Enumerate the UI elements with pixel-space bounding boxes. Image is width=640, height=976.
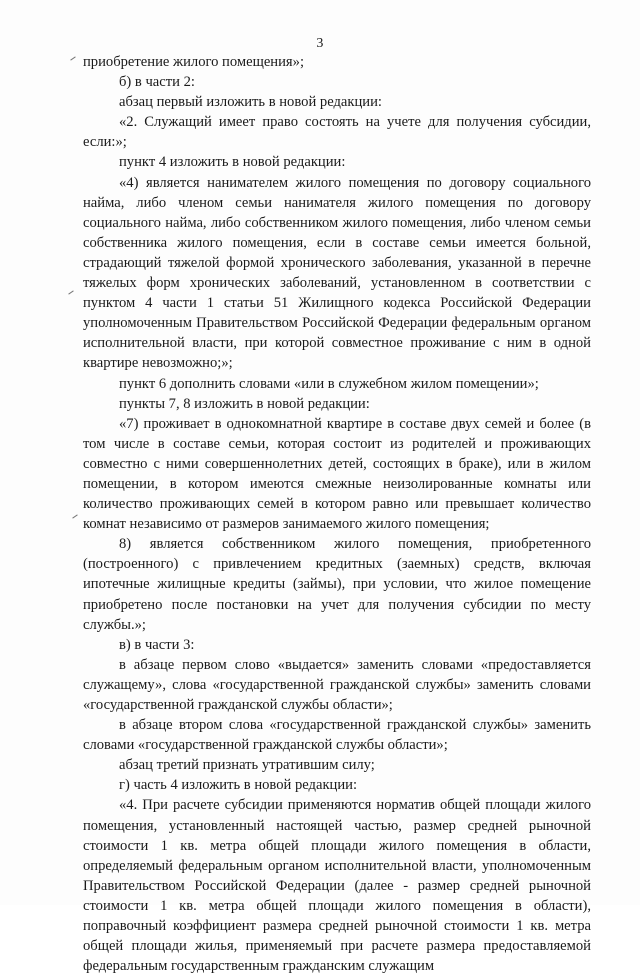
paragraph: б) в части 2: (119, 74, 195, 91)
paragraph: приобретение жилого помещения»; (83, 54, 304, 70)
paragraph: пункт 4 изложить в новой редакции: (119, 154, 346, 171)
paragraph: «2. Служащий имеет право состоять на учете для получения субсидии, если:»; (83, 114, 591, 151)
paragraph: абзац первый изложить в новой редакции: (119, 94, 382, 111)
paragraph: в абзаце первом слово «выдается» заменить словами «предоставляется служащему», слова «государственной гражданской службы» заменить словами «государственной гражданской службы области»; (83, 656, 591, 713)
paragraph: 8) является собственником жилого помещения, приобретенного (построенного) с привлечением кредитных (заемных) средств, включая ипотечные жилищные кредиты (займы), при условии, что жилое помещение приобретено после постановки на учет для получения субсидии по месту службы.»; (83, 536, 591, 633)
paragraph: в абзаце втором слова «государственной гражданской службы» заменить словами «государственной гражданской службы области»; (83, 717, 591, 754)
scan-artifact-mark (72, 514, 77, 518)
scan-artifact-mark (70, 56, 75, 60)
paragraph: абзац третий признать утратившим силу; (119, 757, 375, 774)
paragraph: пункты 7, 8 изложить в новой редакции: (119, 395, 370, 412)
paragraph: «4. При расчете субсидии применяются норматив общей площади жилого помещения, установленный настоящей частью, размер средней рыночной стоимости 1 кв. метра общей площади жилого помещения в области, определяемый федеральным органом исполнительной власти, уполномоченным Правительством Российской Федерации (далее - размер средней рыночной стоимости 1 кв. метра общей площади жилого помещения в области), поправочный коэффициент размера средней рыночной стоимости 1 кв. метра общей площади жилья, применяемый при расчете размера предоставляемой федеральным государственным гражданским служащим (83, 797, 591, 975)
paragraph: «7) проживает в однокомнатной квартире в составе двух семей и более (в том числе в составе семьи, которая состоит из родителей и проживающих совместно с ними совершеннолетних детей, состоящих в браке), или в жилом помещении, в котором имеются смежные неизолированные комнаты или количество проживающих семей в котором равно или превышает количество комнат независимо от размеров занимаемого жилого помещения; (83, 415, 591, 533)
page-number: 3 (316, 36, 324, 51)
paragraph: пункт 6 дополнить словами «или в служебном жилом помещении»; (119, 375, 539, 392)
paragraph: в) в части 3: (119, 636, 195, 653)
paragraph: г) часть 4 изложить в новой редакции: (119, 777, 358, 794)
document-body (83, 52, 591, 976)
paragraph: «4) является нанимателем жилого помещения по договору социального найма, либо членом семьи нанимателя жилого помещения по договору социального найма, либо собственником жилого помещения, либо членом семьи собственника жилого помещения, если в составе семьи имеется больной, страдающий тяжелой формой хронического заболевания, указанной в перечне тяжелых форм хронических заболеваний, установленном в соответствии с пунктом 4 части 1 статьи 51 Жилищного кодекса Российской Федерации уполномоченным Правительством Российской Федерации федеральным органом исполнительной власти, при которой совместное проживание с ним в одной квартире невозможно;»; (83, 174, 591, 372)
scan-artifact-mark (68, 290, 73, 294)
